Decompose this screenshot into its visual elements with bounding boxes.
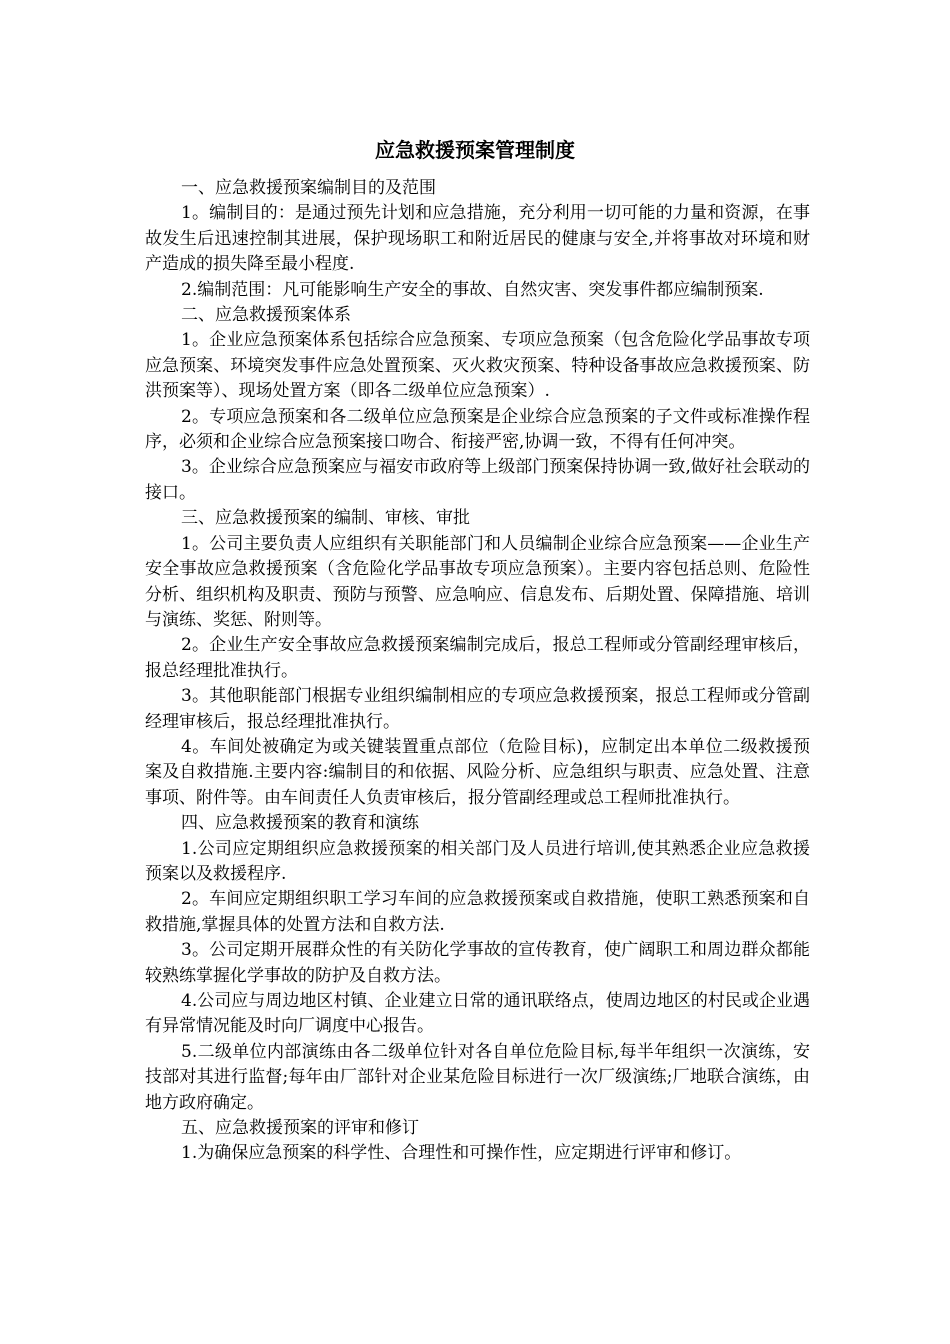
paragraph: 5.二级单位内部演练由各二级单位针对各自单位危险目标,每半年组织一次演练，安技部对其进行监督;每年由厂部针对企业某危险目标进行一次厂级演练;厂地联合演练，由地方政府确定。 [145, 1041, 810, 1113]
paragraph: 3。其他职能部门根据专业组织编制相应的专项应急救援预案，报总工程师或分管副经理审核后，报总经理批准执行。 [145, 686, 810, 732]
section-heading-5: 五、应急救援预案的评审和修订 [181, 1118, 419, 1139]
paragraph: 2.编制范围：凡可能影响生产安全的事故、自然灾害、突发事件都应编制预案. [181, 279, 764, 300]
paragraph: 3。公司定期开展群众性的有关防化学事故的宣传教育，使广阔职工和周边群众都能较熟练掌握化学事故的防护及自救方法。 [145, 940, 810, 986]
section-heading-3: 三、应急救援预案的编制、审核、审批 [181, 508, 470, 529]
paragraph: 1。公司主要负责人应组织有关职能部门和人员编制企业综合应急预案——企业生产安全事故应急救援预案（含危险化学品事故专项应急预案）。主要内容包括总则、危险性分析、组织机构及职责、预防与预警、应急响应、信息发布、后期处置、保障措施、培训与演练、奖惩、附则等。 [145, 533, 810, 630]
paragraph: 2。专项应急预案和各二级单位应急预案是企业综合应急预案的子文件或标准操作程序，必须和企业综合应急预案接口吻合、衔接严密,协调一致，不得有任何冲突。 [145, 406, 810, 453]
paragraph: 1.为确保应急预案的科学性、合理性和可操作性，应定期进行评审和修订。 [181, 1143, 742, 1164]
paragraph: 1。编制目的：是通过预先计划和应急措施，充分利用一切可能的力量和资源，在事故发生后迅速控制其进展，保护现场职工和附近居民的健康与安全,并将事故对环境和财产造成的损失降至最小程度. [145, 203, 810, 275]
paragraph: 3。企业综合应急预案应与福安市政府等上级部门预案保持协调一致,做好社会联动的接口。 [145, 457, 810, 503]
document-body [145, 176, 810, 1167]
paragraph: 4.公司应与周边地区村镇、企业建立日常的通讯联络点，使周边地区的村民或企业遇有异常情况能及时向厂调度中心报告。 [145, 991, 810, 1037]
paragraph: 1。企业应急预案体系包括综合应急预案、专项应急预案（包含危险化学品事故专项应急预案、环境突发事件应急处置预案、灭火救灾预案、特种设备事故应急救援预案、防洪预案等）、现场处置方案（即各二级单位应急预案）. [145, 330, 810, 402]
document-title: 应急救援预案管理制度 [375, 138, 575, 162]
section-heading-1: 一、应急救援预案编制目的及范围 [181, 178, 436, 198]
paragraph: 1.公司应定期组织应急救援预案的相关部门及人员进行培训,使其熟悉企业应急救援预案以及救援程序. [145, 838, 810, 884]
paragraph: 2。车间应定期组织职工学习车间的应急救援预案或自救措施，使职工熟悉预案和自救措施,掌握具体的处置方法和自救方法. [145, 889, 810, 935]
paragraph: 2。企业生产安全事故应急救援预案编制完成后，报总工程师或分管副经理审核后，报总经理批准执行。 [145, 635, 810, 681]
section-heading-4: 四、应急救援预案的教育和演练 [181, 813, 419, 834]
paragraph: 4。车间处被确定为或关键装置重点部位（危险目标)，应制定出本单位二级救援预案及自救措施.主要内容:编制目的和依据、风险分析、应急组织与职责、应急处置、注意事项、附件等。由车间责任人负责审核后，报分管副经理或总工程师批准执行。 [145, 736, 810, 808]
section-heading-2: 二、应急救援预案体系 [181, 305, 351, 326]
